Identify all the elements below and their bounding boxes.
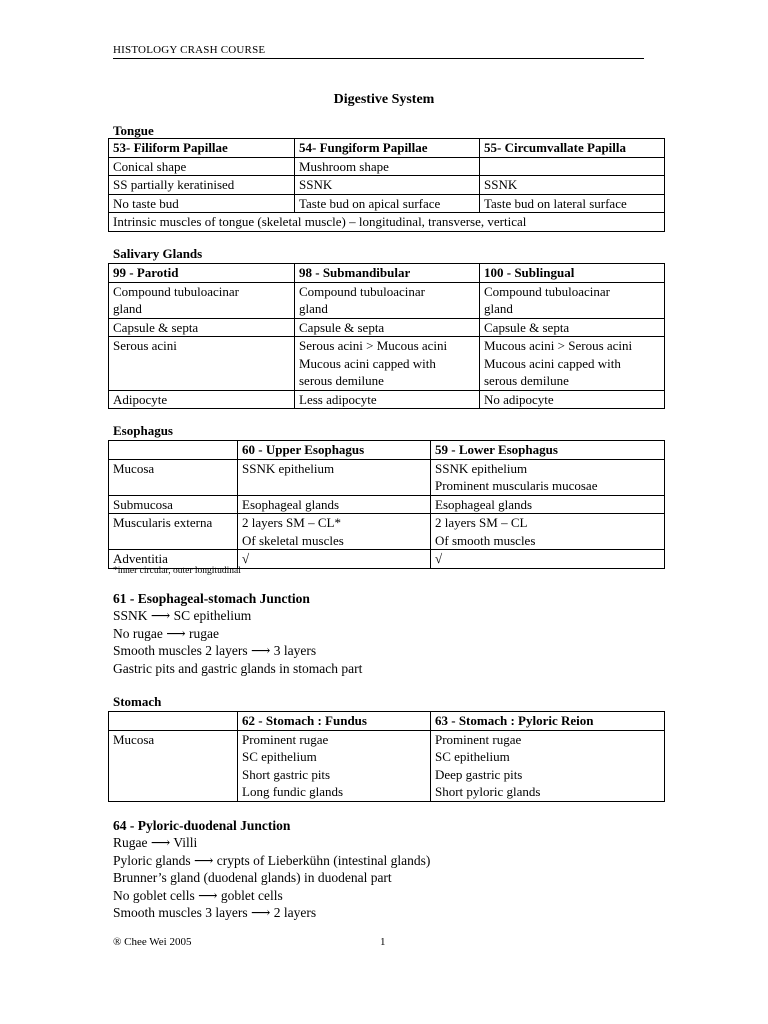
table-cell: Compound tubuloacinar gland (480, 282, 665, 318)
running-header: HISTOLOGY CRASH COURSE (113, 44, 644, 59)
column-header: 98 - Submandibular (295, 264, 480, 283)
column-header: 63 - Stomach : Pyloric Reion (431, 712, 665, 731)
text-line: No rugae ⟶ rugae (113, 625, 219, 641)
table-cell: Capsule & septa (109, 318, 295, 337)
section-heading: 64 - Pyloric-duodenal Junction (113, 818, 291, 833)
table-cell: SS partially keratinised (109, 176, 295, 195)
table-cell-spanning: Intrinsic muscles of tongue (skeletal muscle) – longitudinal, transverse, vertical (109, 213, 665, 232)
table-cell: Prominent rugae SC epithelium Short gastric pits Long fundic glands (238, 730, 431, 801)
page-title: Digestive System (333, 92, 435, 107)
table-row (109, 495, 665, 514)
table-header-row (109, 264, 665, 283)
column-header: 53- Filiform Papillae (109, 139, 295, 158)
table-cell: No taste bud (109, 194, 295, 213)
text-line: Pyloric glands ⟶ crypts of Lieberkühn (intestinal glands) (113, 852, 431, 868)
table-cell: Mucous acini > Serous acini Mucous acini capped with serous demilune (480, 337, 665, 391)
column-header: 55- Circumvallate Papilla (480, 139, 665, 158)
table-cell: Submucosa (109, 495, 238, 514)
pyloric-junction-section (113, 817, 430, 921)
check-mark: √ (431, 550, 665, 569)
table-cell: Prominent rugae SC epithelium Deep gastric pits Short pyloric glands (431, 730, 665, 801)
eso-stomach-junction-section (113, 590, 362, 677)
check-mark: √ (238, 550, 431, 569)
text-line: Rugae ⟶ Villi (113, 835, 198, 851)
table-cell: Taste bud on lateral surface (480, 194, 665, 213)
tongue-table (108, 138, 665, 232)
table-row (109, 318, 665, 337)
table-cell: Mucosa (109, 459, 238, 495)
column-header (109, 712, 238, 731)
table-cell: No adipocyte (480, 390, 665, 409)
table-cell: Capsule & septa (480, 318, 665, 337)
table-cell: Taste bud on apical surface (295, 194, 480, 213)
table-row (109, 390, 665, 409)
table-row (109, 176, 665, 195)
footnote: *inner circular, outer longitudinal (113, 566, 241, 576)
table-cell: Esophageal glands (238, 495, 431, 514)
column-header: 62 - Stomach : Fundus (238, 712, 431, 731)
table-header-row (109, 441, 665, 460)
column-header: 59 - Lower Esophagus (431, 441, 665, 460)
table-row (109, 730, 665, 801)
column-header: 99 - Parotid (109, 264, 295, 283)
section-heading: 61 - Esophageal-stomach Junction (113, 591, 310, 606)
text-line: Brunner’s gland (duodenal glands) in duodenal part (113, 870, 392, 886)
table-cell: SSNK (295, 176, 480, 195)
table-cell: Capsule & septa (295, 318, 480, 337)
text-line: No goblet cells ⟶ goblet cells (113, 887, 283, 903)
column-header: 54- Fungiform Papillae (295, 139, 480, 158)
text-line: SSNK ⟶ SC epithelium (113, 608, 252, 624)
table-cell: Compound tubuloacinar gland (295, 282, 480, 318)
table-cell: Serous acini (109, 337, 295, 391)
table-cell: Adventitia (109, 550, 238, 569)
salivary-table (108, 263, 665, 409)
table-cell: Esophageal glands (431, 495, 665, 514)
text-line: Smooth muscles 3 layers ⟶ 2 layers (113, 905, 317, 921)
copyright-footer: ® Chee Wei 2005 (113, 936, 192, 948)
column-header: 60 - Upper Esophagus (238, 441, 431, 460)
table-cell: Mucosa (109, 730, 238, 801)
table-cell: Conical shape (109, 157, 295, 176)
table-cell: 2 layers SM – CL Of smooth muscles (431, 514, 665, 550)
table-cell: 2 layers SM – CL* Of skeletal muscles (238, 514, 431, 550)
table-cell: Mushroom shape (295, 157, 480, 176)
table-row (109, 514, 665, 550)
table-cell: Compound tubuloacinar gland (109, 282, 295, 318)
table-cell (480, 157, 665, 176)
stomach-heading: Stomach (113, 694, 162, 709)
table-cell: SSNK epithelium (238, 459, 431, 495)
table-row (109, 337, 665, 391)
text-line: Gastric pits and gastric glands in stomach part (113, 660, 363, 676)
table-cell: SSNK epithelium Prominent muscularis mucosae (431, 459, 665, 495)
column-header (109, 441, 238, 460)
table-cell: Serous acini > Mucous acini Mucous acini capped with serous demilune (295, 337, 480, 391)
table-row (109, 459, 665, 495)
page-number: 1 (380, 936, 386, 948)
column-header: 100 - Sublingual (480, 264, 665, 283)
table-row (109, 282, 665, 318)
table-cell: Muscularis externa (109, 514, 238, 550)
stomach-table (108, 711, 665, 802)
tongue-heading: Tongue (113, 123, 154, 138)
table-row (109, 157, 665, 176)
table-cell: SSNK (480, 176, 665, 195)
table-cell: Less adipocyte (295, 390, 480, 409)
esophagus-table (108, 440, 665, 569)
esophagus-heading: Esophagus (113, 423, 173, 438)
table-header-row (109, 712, 665, 731)
table-cell: Adipocyte (109, 390, 295, 409)
salivary-heading: Salivary Glands (113, 246, 203, 261)
table-row (109, 213, 665, 232)
table-header-row (109, 139, 665, 158)
text-line: Smooth muscles 2 layers ⟶ 3 layers (113, 643, 317, 659)
table-row (109, 194, 665, 213)
